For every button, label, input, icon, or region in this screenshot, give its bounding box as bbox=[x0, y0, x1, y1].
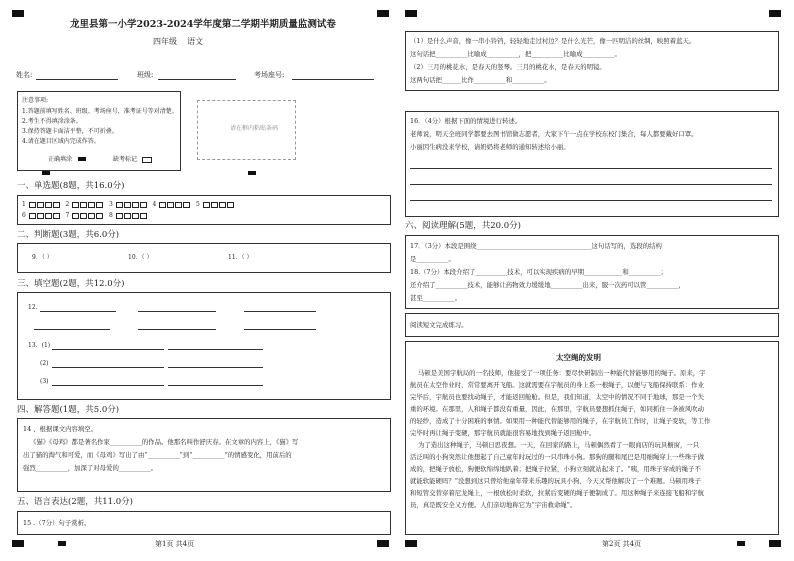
q15-sentence-2: （2）三月的桃花水，是春天的竖琴。三月的桃花水，是春天的明镜。 bbox=[410, 63, 606, 71]
corner-mark-bl bbox=[12, 540, 24, 547]
fill-answer-box bbox=[17, 292, 391, 400]
option-c[interactable] bbox=[45, 202, 52, 208]
section-title: 四、解答题(1题，共5.0分) bbox=[17, 405, 120, 415]
option-b[interactable] bbox=[124, 202, 131, 208]
page-number: 第2页 共4页 bbox=[602, 540, 642, 548]
option-b[interactable] bbox=[80, 213, 87, 219]
option-c[interactable] bbox=[45, 213, 52, 219]
article-line: 成的，把绳子放松，狗便软绵绵地趴着；把绳子拉紧，小狗立刻就站起来了。“咦，用珠子穿成的绳子不 bbox=[410, 465, 701, 473]
sync-mark bbox=[248, 171, 256, 175]
q-number: 1 bbox=[22, 201, 26, 208]
reading-prompt: 阅读短文完成练习。 bbox=[410, 321, 468, 329]
option-b[interactable] bbox=[80, 202, 87, 208]
option-d[interactable] bbox=[53, 202, 60, 208]
notice-heading: 注意事项: bbox=[22, 97, 49, 104]
option-d[interactable] bbox=[140, 213, 147, 219]
corner-mark-tr bbox=[769, 10, 781, 17]
q13-sub: (3) bbox=[40, 378, 49, 385]
tf-item[interactable]: 9．（ ） bbox=[32, 254, 53, 261]
section-title: 五、语言表达(2题，共11.0分) bbox=[17, 497, 133, 507]
answer-line[interactable] bbox=[34, 329, 110, 330]
corner-mark-bl bbox=[405, 540, 417, 547]
notice-item: 4.请在题目区域内完成作答。 bbox=[22, 138, 100, 145]
option-a[interactable] bbox=[29, 202, 36, 208]
q14-prompt: 14 、根据课文内容填空。 bbox=[23, 425, 98, 433]
option-b[interactable] bbox=[37, 213, 44, 219]
q-number: 6 bbox=[22, 212, 26, 219]
answer-line[interactable] bbox=[168, 367, 263, 368]
page-number: 第1页 共4页 bbox=[155, 540, 195, 548]
answer-line[interactable] bbox=[244, 329, 316, 330]
option-a[interactable] bbox=[159, 202, 166, 208]
answer-line[interactable] bbox=[138, 311, 216, 312]
article-line: 重的环境。在那里，人和绳子都没有重量，因此，在那里，宇航员要想抓住绳子，如同抓住一条被风吹动 bbox=[410, 405, 704, 413]
article-line: 就能软能硬吗？”没想到这只曾给他童年带来乐趣的玩具小狗，今天又帮他解决了一个难题。马顿用珠子 bbox=[410, 477, 701, 485]
corner-mark-br bbox=[769, 540, 781, 547]
seat-label: 考场座号: bbox=[254, 71, 285, 79]
option-d[interactable] bbox=[183, 202, 190, 208]
q12-label: 12． bbox=[28, 304, 42, 311]
q-number: 4 bbox=[152, 201, 157, 208]
name-field[interactable] bbox=[36, 79, 118, 80]
option-b[interactable] bbox=[124, 213, 131, 219]
option-c[interactable] bbox=[132, 202, 139, 208]
q16-text: 老师说，明天全班同学都要去图书馆做志愿者，大家下午一点在学校东校门集合，每人都要戴好口罩。 bbox=[410, 130, 698, 138]
answer-line[interactable] bbox=[52, 385, 164, 386]
article-line: 的轻纱，造成了十分困难的事情。如果用一种能代替能够用的绳子，在宇航员工作时，让绳子变软，等工作 bbox=[410, 417, 711, 425]
article-line: 和短管交替穿着尼龙绳上，一根放松时柔软，拉紧后变硬的绳子便制成了。用这种绳子来连接飞船和宇航 bbox=[410, 489, 704, 497]
article-box bbox=[405, 341, 779, 535]
option-b[interactable] bbox=[211, 202, 218, 208]
article-title: 太空绳的发明 bbox=[556, 353, 601, 362]
option-d[interactable] bbox=[53, 213, 60, 219]
q14-line: 出了猫的淘气和可爱，而《母鸡》写出了由“__________”到“__________”的情感变化，用前后的 bbox=[23, 451, 292, 459]
q13-sub: (2) bbox=[40, 360, 49, 367]
sync-mark bbox=[737, 541, 745, 546]
corner-mark-tl bbox=[405, 10, 417, 17]
answer-line[interactable] bbox=[410, 168, 772, 169]
section-title: 六、阅读理解(5题，共20.0分) bbox=[405, 221, 521, 231]
right-page bbox=[397, 0, 794, 561]
q15-box bbox=[17, 511, 391, 535]
answer-line[interactable] bbox=[410, 200, 772, 201]
answer-line[interactable] bbox=[52, 367, 164, 368]
q18-line[interactable]: 还介绍了__________技术，能够让药物效力缓缓地__________出来，服一次药可以管__________， bbox=[410, 281, 685, 289]
option-a[interactable] bbox=[72, 213, 79, 219]
option-a[interactable] bbox=[116, 202, 123, 208]
option-a[interactable] bbox=[116, 213, 123, 219]
mc-answer-box bbox=[17, 195, 391, 225]
answer-line[interactable] bbox=[168, 349, 263, 350]
option-a[interactable] bbox=[72, 202, 79, 208]
q-number: 7 bbox=[65, 212, 70, 219]
class-label: 班级: bbox=[137, 71, 154, 79]
option-a[interactable] bbox=[203, 202, 210, 208]
fill-correct-label: 正确填涂 bbox=[48, 156, 73, 163]
q13-label: 13．(1) bbox=[28, 342, 51, 349]
option-c[interactable] bbox=[132, 213, 139, 219]
option-c[interactable] bbox=[219, 202, 226, 208]
section-title: 二、判断题(3题，共6.0分) bbox=[17, 230, 120, 240]
notice-box bbox=[17, 91, 181, 171]
answer-line[interactable] bbox=[138, 329, 216, 330]
option-b[interactable] bbox=[37, 202, 44, 208]
tf-item[interactable]: 10．（ ） bbox=[128, 254, 153, 261]
corner-mark-br bbox=[377, 540, 389, 547]
q17-18-box bbox=[405, 235, 779, 309]
article-line: 完毕时再让绳子变硬，那宇航员就能很容易地找到绳子返回舱中。 bbox=[410, 429, 596, 437]
q18-line[interactable]: 甚至__________。 bbox=[410, 294, 462, 302]
q-number: 3 bbox=[108, 201, 113, 208]
barcode-area bbox=[197, 100, 296, 160]
article-line: 完毕后，宇航员也要找动绳子，才能返回舱舱。但是，我们知道，太空中的情况不同于地球，那是一个失 bbox=[410, 393, 704, 401]
sync-mark bbox=[58, 541, 66, 546]
q-number: 5 bbox=[195, 201, 200, 208]
option-c[interactable] bbox=[175, 202, 182, 208]
exam-subtitle: 四年级 语文 bbox=[153, 37, 204, 46]
class-field[interactable] bbox=[158, 79, 236, 80]
q16-prompt: 16．（4分）根据下面的情境进行转述。 bbox=[410, 117, 522, 125]
option-b[interactable] bbox=[167, 202, 174, 208]
answer-line[interactable] bbox=[40, 311, 116, 312]
notice-item: 2.考生不得填涂涂条。 bbox=[22, 118, 82, 125]
answer-line[interactable] bbox=[52, 349, 164, 350]
tf-item[interactable]: 11．（ ） bbox=[228, 254, 253, 261]
article-line: 活泛叫的小狗突然让他想起了自己童年时玩过的一只串珠小狗。那狗的腿和尾巴是用细绳穿上一些珠子做 bbox=[410, 453, 704, 461]
q14-line: 强烈__________，加深了对母爱的__________。 bbox=[23, 464, 158, 472]
q15-continued-box bbox=[405, 31, 779, 91]
option-d[interactable] bbox=[96, 213, 103, 219]
q15-blank-1[interactable]: 这句话把__________比喻成__________，把__________比喻成__________。 bbox=[410, 50, 621, 58]
name-label: 姓名: bbox=[16, 71, 33, 79]
answer-line[interactable] bbox=[244, 311, 316, 312]
option-d[interactable] bbox=[96, 202, 103, 208]
q16-text: 小丽因生病没来学校，请奶奶将老师的通知转述给小丽。 bbox=[410, 143, 570, 151]
sync-mark bbox=[42, 171, 50, 175]
fill-correct-sample bbox=[78, 157, 86, 161]
option-a[interactable] bbox=[29, 213, 36, 219]
article-line: 员，真是既安全又方便。人们亲切地称它为“宇宙救命绳”。 bbox=[410, 501, 577, 509]
exam-title: 龙里县第一小学2023-2024学年度第二学期半期质量监测试卷 bbox=[70, 19, 336, 30]
q17-line[interactable]: 17．（3分）本段是围绕____________________________________这句话写的，选段的结构 bbox=[410, 242, 662, 250]
answer-line[interactable] bbox=[168, 385, 263, 386]
article-line: 航员在太空作业时，常常要离开飞船。这就需要在宇航员的身上系一根绳子，以便与飞船保持联系：作业 bbox=[410, 381, 704, 389]
answer-line[interactable] bbox=[410, 184, 772, 185]
corner-mark-tl bbox=[12, 10, 24, 17]
reading-prompt-box bbox=[405, 313, 779, 337]
q15-blank-2[interactable]: 这两句话把______比作__________和__________。 bbox=[410, 76, 551, 84]
corner-mark-tr bbox=[377, 10, 389, 17]
fill-missing-box[interactable] bbox=[142, 157, 152, 163]
mc-row bbox=[22, 212, 147, 220]
notice-item: 3.保持答题卡面洁平整，不可折叠。 bbox=[22, 128, 118, 135]
option-c[interactable] bbox=[88, 213, 95, 219]
option-d[interactable] bbox=[227, 202, 234, 208]
q15-prompt: 15 .（7分）句子赏析。 bbox=[23, 519, 91, 527]
q17-line[interactable]: 是__________。 bbox=[410, 255, 455, 263]
fill-missing-label: 缺考标记 bbox=[113, 156, 138, 163]
section-title: 三、填空题(2题，共12.0分) bbox=[17, 279, 125, 289]
q18-line[interactable]: 18.（7分）本段介绍了__________技术，可以实现疾病的早期____________和__________； bbox=[410, 268, 668, 276]
option-d[interactable] bbox=[140, 202, 147, 208]
option-c[interactable] bbox=[88, 202, 95, 208]
tf-answer-box bbox=[17, 243, 391, 273]
article-line: 为了造出这种绳子，马顿日思夜想。一天，在回家的路上，马顿偶然看了一眼商店的玩具橱窗，一只 bbox=[418, 441, 700, 449]
q16-box bbox=[405, 111, 779, 217]
q15-sentence-1: （1）是什么声音，像一串小铃铛，轻轻地走过村边？是什么光芒，像一匹明洁的丝绸，映照着蓝天。 bbox=[410, 37, 696, 45]
notice-item: 1.答题前填写姓名、班级、考场座号，准考证号等对清楚。 bbox=[22, 108, 178, 115]
q14-line: 《猫》《母鸡》都是著名作家__________的作品。他那名叫作舒庆春。在文章的内容上，《猫》写 bbox=[30, 438, 299, 446]
article-line: 马顿是美国宇航局的一名技师，他接受了一项任务：要尽快研制出一种能代替能够用的绳子。原来，宇 bbox=[418, 369, 706, 377]
mc-row bbox=[22, 201, 234, 209]
q14-box bbox=[17, 418, 391, 492]
q-number: 8 bbox=[108, 212, 113, 219]
section-title: 一、单选题(8题，共16.0分) bbox=[17, 181, 125, 191]
seat-field[interactable] bbox=[292, 79, 374, 80]
q-number: 2 bbox=[65, 201, 70, 208]
barcode-label: 请在框内粘贴条码 bbox=[230, 125, 279, 132]
